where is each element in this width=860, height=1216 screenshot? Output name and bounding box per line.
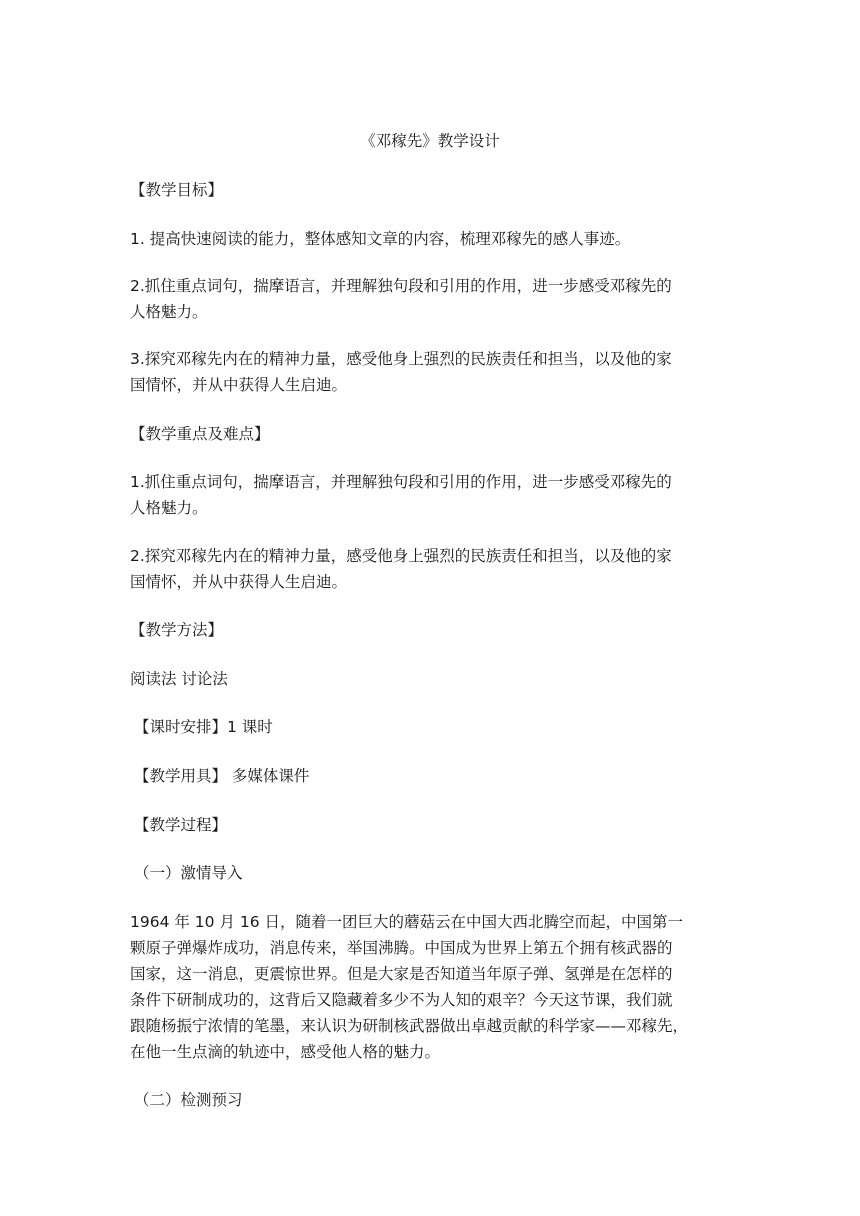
- keypoint-line-3: 2.探究邓稼先内在的精神力量，感受他身上强烈的民族责任和担当，以及他的家: [130, 547, 672, 565]
- objective-line-5: 国情怀，并从中获得人生启迪。: [130, 376, 348, 394]
- step1-paragraph-line-1: 1964 年 10 月 16 日，随着一团巨大的蘑菇云在中国大西北腾空而起，中国第一: [130, 913, 684, 931]
- step1-heading: （一）激情导入: [134, 864, 243, 882]
- schedule-text: 【课时安排】1 课时: [134, 718, 273, 736]
- step2-heading: （二）检测预习: [134, 1091, 243, 1109]
- step1-paragraph-line-6: 在他一生点滴的轨迹中，感受他人格的魅力。: [130, 1043, 441, 1061]
- methods-heading: 【教学方法】: [130, 621, 224, 639]
- keypoint-line-4: 国情怀，并从中获得人生启迪。: [130, 573, 348, 591]
- objective-line-1: 1. 提高快速阅读的能力，整体感知文章的内容，梳理邓稼先的感人事迹。: [130, 230, 631, 248]
- objective-line-4: 3.探究邓稼先内在的精神力量，感受他身上强烈的民族责任和担当，以及他的家: [130, 350, 672, 368]
- objective-line-3: 人格魅力。: [130, 303, 208, 321]
- keypoint-line-2: 人格魅力。: [130, 499, 208, 517]
- document-title: 《邓稼先》教学设计: [360, 132, 500, 150]
- objective-line-2: 2.抓住重点词句，揣摩语言，并理解独句段和引用的作用，进一步感受邓稼先的: [130, 277, 672, 295]
- step1-paragraph-line-4: 条件下研制成功的，这背后又隐藏着多少不为人知的艰辛？今天这节课，我们就: [130, 991, 673, 1009]
- process-heading: 【教学过程】: [134, 816, 228, 834]
- keypoints-heading: 【教学重点及难点】: [130, 425, 270, 443]
- step1-paragraph-line-5: 跟随杨振宁浓情的笔墨，来认识为研制核武器做出卓越贡献的科学家——邓稼先，: [130, 1017, 689, 1035]
- step1-paragraph-line-2: 颗原子弹爆炸成功，消息传来，举国沸腾。中国成为世界上第五个拥有核武器的: [130, 939, 673, 957]
- tools-text: 【教学用具】 多媒体课件: [134, 767, 310, 785]
- objectives-heading: 【教学目标】: [130, 181, 224, 199]
- methods-text: 阅读法 讨论法: [130, 670, 228, 688]
- keypoint-line-1: 1.抓住重点词句，揣摩语言，并理解独句段和引用的作用，进一步感受邓稼先的: [130, 473, 672, 491]
- step1-paragraph-line-3: 国家，这一消息，更震惊世界。但是大家是否知道当年原子弹、氢弹是在怎样的: [130, 965, 673, 983]
